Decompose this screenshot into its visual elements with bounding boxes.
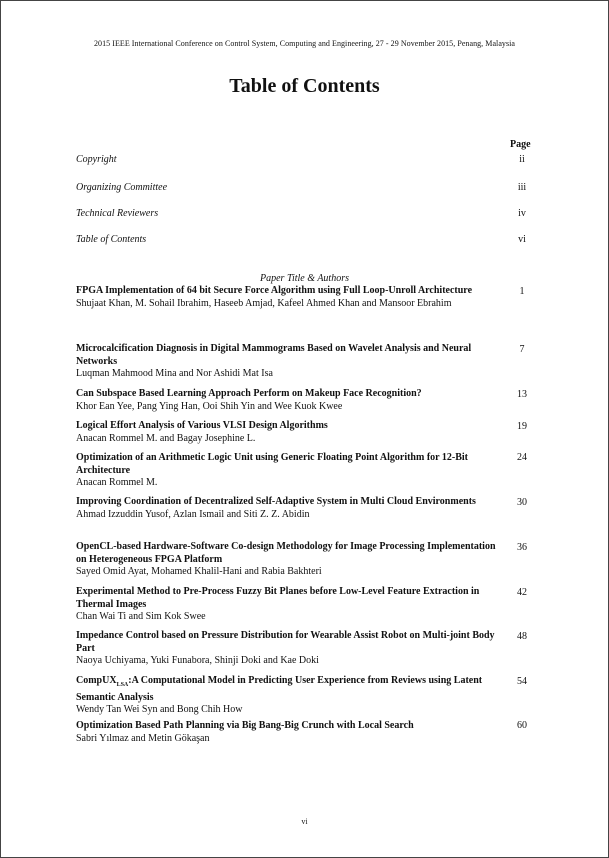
toc-entry	[76, 496, 496, 521]
paper-title: OpenCL-based Hardware-Software Co-design Methodology for Image Processing Implementation on Heterogeneous FPGA Platform	[76, 541, 496, 565]
paper-title: Microcalcification Diagnosis in Digital Mammograms Based on Wavelet Analysis and Neural Networks	[76, 343, 472, 367]
paper-authors: Ahmad Izzuddin Yusof, Azlan Ismail and Siti Z. Z. Abidin	[76, 508, 310, 520]
section-label: Paper Title & Authors	[260, 273, 349, 284]
paper-title: Improving Coordination of Decentralized Self-Adaptive System in Multi Cloud Environments	[76, 496, 476, 507]
paper-title: Impedance Control based on Pressure Distribution for Wearable Assist Robot on Multi-joint Body Part	[76, 630, 495, 654]
toc-entry	[76, 285, 496, 310]
paper-title: Optimization of an Arithmetic Logic Unit using Generic Floating Point Algorithm for 12-Bit Architecture	[76, 452, 469, 476]
paper-authors: Chan Wai Ti and Sim Kok Swee	[76, 611, 206, 622]
paper-page: 24	[517, 452, 527, 463]
conference-header: 2015 IEEE International Conference on Control System, Computing and Engineering, 27 - 29 November 2015, Penang, Malaysia	[93, 39, 516, 48]
toc-entry	[76, 388, 496, 413]
front-matter-label: Copyright	[76, 154, 117, 165]
paper-page: 48	[517, 631, 527, 642]
toc-entry	[76, 420, 496, 445]
toc-entry	[76, 541, 496, 579]
paper-authors: Anacan Rommel M. and Bagay Josephine L.	[76, 432, 256, 444]
toc-entry	[76, 720, 496, 745]
paper-authors: Khor Ean Yee, Pang Ying Han, Ooi Shih Yin and Wee Kuok Kwee	[76, 400, 343, 412]
paper-title	[76, 675, 496, 704]
front-matter-label: Technical Reviewers	[76, 208, 159, 219]
paper-title-subscript: LSA	[116, 682, 129, 688]
toc-entry	[76, 452, 496, 490]
paper-title: Logical Effort Analysis of Various VLSI Design Algorithms	[76, 420, 328, 431]
paper-page: 42	[517, 587, 527, 598]
front-matter-page: iii	[517, 182, 527, 193]
paper-title-main: CompUX	[76, 675, 117, 686]
front-matter-label: Organizing Committee	[76, 182, 168, 193]
paper-title: Optimization Based Path Planning via Big Bang-Big Crunch with Local Search	[76, 720, 414, 731]
page-column-label: Page	[510, 139, 531, 150]
paper-authors: Anacan Rommel M.	[76, 477, 158, 488]
paper-page: 19	[517, 421, 527, 432]
paper-authors: Wendy Tan Wei Syn and Bong Chih How	[76, 704, 243, 715]
paper-authors: Shujaat Khan, M. Sohail Ibrahim, Haseeb Amjad, Kafeel Ahmed Khan and Mansoor Ebrahim	[76, 297, 452, 309]
toc-entry	[76, 675, 496, 717]
paper-page: 7	[519, 344, 525, 355]
paper-authors: Luqman Mahmood Mina and Nor Ashidi Mat Isa	[76, 368, 273, 379]
front-matter-page: vi	[518, 234, 526, 245]
paper-page: 60	[517, 720, 527, 731]
paper-page: 13	[517, 389, 527, 400]
front-matter-label: Table of Contents	[76, 234, 147, 245]
paper-title-rest: :A Computational Model in Predicting User Experience from Reviews using Latent Semantic Analysis	[76, 675, 483, 703]
paper-page: 36	[517, 542, 527, 553]
paper-title: Experimental Method to Pre-Process Fuzzy Bit Planes before Low-Level Feature Extraction in Thermal Images	[76, 586, 480, 610]
paper-page: 54	[517, 676, 527, 687]
front-matter-page: iv	[518, 208, 526, 219]
page-title: Table of Contents	[229, 75, 380, 97]
paper-title: Can Subspace Based Learning Approach Perform on Makeup Face Recognition?	[76, 388, 422, 399]
paper-page: 30	[517, 497, 527, 508]
paper-page: 1	[519, 286, 525, 297]
paper-authors: Sabri Yılmaz and Metin Gökaşan	[76, 732, 210, 744]
toc-entry	[76, 630, 496, 668]
front-matter-page: ii	[519, 154, 525, 165]
paper-title: FPGA Implementation of 64 bit Secure Force Algorithm using Full Loop-Unroll Architecture	[76, 285, 473, 296]
toc-entry	[76, 586, 496, 624]
page-number: vi	[301, 817, 308, 826]
paper-authors: Sayed Omid Ayat, Mohamed Khalil-Hani and Rabia Bakhteri	[76, 566, 322, 577]
paper-authors: Naoya Uchiyama, Yuki Funabora, Shinji Doki and Kae Doki	[76, 655, 319, 666]
toc-entry	[76, 343, 496, 381]
